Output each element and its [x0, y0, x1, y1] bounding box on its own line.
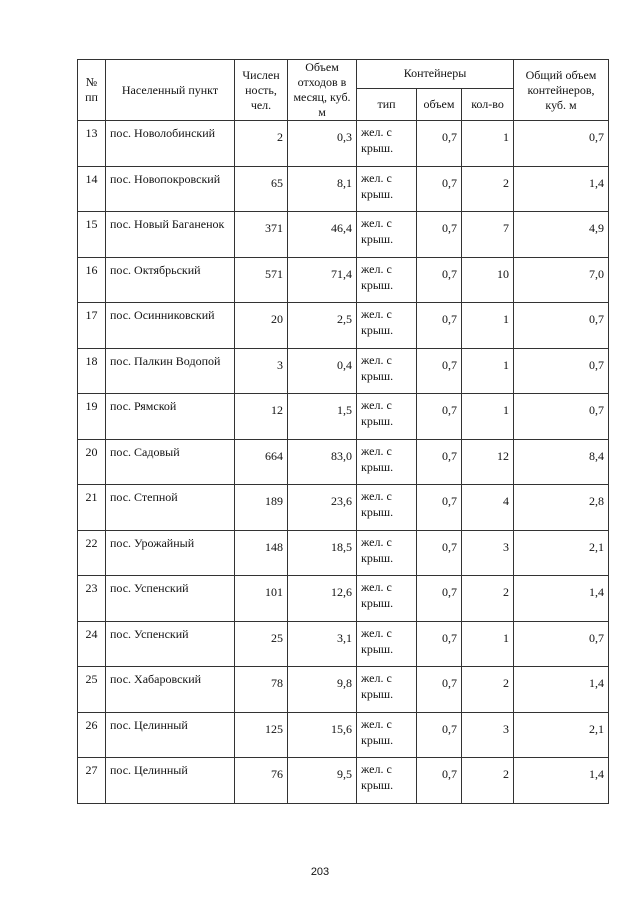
header-containers: Контейнеры	[357, 60, 514, 89]
cell-container-type: жел. с крыш.	[357, 621, 417, 667]
cell-waste-volume: 46,4	[288, 212, 357, 258]
cell-settlement: пос. Успенский	[106, 621, 235, 667]
cell-no: 21	[78, 485, 106, 531]
cell-container-count: 2	[462, 576, 514, 622]
cell-no: 24	[78, 621, 106, 667]
cell-container-count: 1	[462, 303, 514, 349]
cell-container-type: жел. с крыш.	[357, 758, 417, 804]
cell-waste-volume: 9,5	[288, 758, 357, 804]
cell-container-count: 3	[462, 530, 514, 576]
cell-container-count: 1	[462, 121, 514, 167]
cell-no: 15	[78, 212, 106, 258]
cell-settlement: пос. Осинниковский	[106, 303, 235, 349]
header-volume: объем	[417, 88, 462, 120]
cell-total-volume: 0,7	[514, 348, 609, 394]
cell-no: 14	[78, 166, 106, 212]
cell-container-volume: 0,7	[417, 121, 462, 167]
cell-container-volume: 0,7	[417, 667, 462, 713]
cell-no: 25	[78, 667, 106, 713]
cell-waste-volume: 0,4	[288, 348, 357, 394]
cell-no: 26	[78, 712, 106, 758]
cell-waste-volume: 18,5	[288, 530, 357, 576]
cell-total-volume: 1,4	[514, 758, 609, 804]
cell-population: 76	[235, 758, 288, 804]
table-row	[78, 303, 609, 349]
cell-settlement: пос. Целинный	[106, 758, 235, 804]
cell-total-volume: 1,4	[514, 667, 609, 713]
cell-settlement: пос. Рямской	[106, 394, 235, 440]
cell-total-volume: 4,9	[514, 212, 609, 258]
cell-container-volume: 0,7	[417, 712, 462, 758]
cell-waste-volume: 0,3	[288, 121, 357, 167]
table-row	[78, 621, 609, 667]
cell-settlement: пос. Целинный	[106, 712, 235, 758]
cell-waste-volume: 71,4	[288, 257, 357, 303]
cell-container-volume: 0,7	[417, 439, 462, 485]
cell-container-volume: 0,7	[417, 530, 462, 576]
cell-waste-volume: 8,1	[288, 166, 357, 212]
table-row	[78, 530, 609, 576]
cell-container-count: 2	[462, 758, 514, 804]
table-row	[78, 212, 609, 258]
header-no: № пп	[78, 60, 106, 121]
cell-container-count: 12	[462, 439, 514, 485]
cell-settlement: пос. Палкин Водопой	[106, 348, 235, 394]
cell-population: 25	[235, 621, 288, 667]
cell-container-type: жел. с крыш.	[357, 485, 417, 531]
cell-population: 3	[235, 348, 288, 394]
cell-container-volume: 0,7	[417, 257, 462, 303]
cell-waste-volume: 1,5	[288, 394, 357, 440]
header-waste-volume: Объем отходов в месяц, куб. м	[288, 60, 357, 121]
cell-container-type: жел. с крыш.	[357, 212, 417, 258]
header-count: кол-во	[462, 88, 514, 120]
cell-container-count: 1	[462, 348, 514, 394]
cell-settlement: пос. Новолобинский	[106, 121, 235, 167]
cell-waste-volume: 3,1	[288, 621, 357, 667]
cell-waste-volume: 15,6	[288, 712, 357, 758]
cell-container-count: 4	[462, 485, 514, 531]
cell-container-count: 1	[462, 394, 514, 440]
cell-total-volume: 2,1	[514, 530, 609, 576]
cell-container-type: жел. с крыш.	[357, 257, 417, 303]
cell-no: 27	[78, 758, 106, 804]
cell-waste-volume: 2,5	[288, 303, 357, 349]
table-row	[78, 576, 609, 622]
cell-container-volume: 0,7	[417, 621, 462, 667]
cell-settlement: пос. Хабаровский	[106, 667, 235, 713]
cell-no: 17	[78, 303, 106, 349]
cell-container-type: жел. с крыш.	[357, 712, 417, 758]
cell-no: 23	[78, 576, 106, 622]
cell-container-type: жел. с крыш.	[357, 394, 417, 440]
cell-population: 101	[235, 576, 288, 622]
cell-container-type: жел. с крыш.	[357, 303, 417, 349]
cell-waste-volume: 12,6	[288, 576, 357, 622]
cell-total-volume: 1,4	[514, 576, 609, 622]
cell-population: 2	[235, 121, 288, 167]
cell-container-volume: 0,7	[417, 576, 462, 622]
header-type: тип	[357, 88, 417, 120]
cell-total-volume: 0,7	[514, 394, 609, 440]
cell-total-volume: 0,7	[514, 121, 609, 167]
cell-settlement: пос. Степной	[106, 485, 235, 531]
cell-container-count: 7	[462, 212, 514, 258]
table-row	[78, 485, 609, 531]
cell-population: 65	[235, 166, 288, 212]
cell-total-volume: 1,4	[514, 166, 609, 212]
table-row	[78, 394, 609, 440]
cell-waste-volume: 9,8	[288, 667, 357, 713]
cell-container-type: жел. с крыш.	[357, 530, 417, 576]
cell-total-volume: 2,1	[514, 712, 609, 758]
cell-population: 148	[235, 530, 288, 576]
table-row	[78, 667, 609, 713]
cell-no: 22	[78, 530, 106, 576]
cell-total-volume: 0,7	[514, 621, 609, 667]
cell-total-volume: 2,8	[514, 485, 609, 531]
cell-population: 12	[235, 394, 288, 440]
cell-no: 19	[78, 394, 106, 440]
cell-container-volume: 0,7	[417, 348, 462, 394]
header-settlement: Населенный пункт	[106, 60, 235, 121]
table-row	[78, 121, 609, 167]
cell-container-count: 2	[462, 667, 514, 713]
cell-container-count: 3	[462, 712, 514, 758]
cell-container-count: 10	[462, 257, 514, 303]
cell-container-type: жел. с крыш.	[357, 348, 417, 394]
table-row	[78, 257, 609, 303]
waste-containers-table	[77, 59, 609, 804]
cell-waste-volume: 83,0	[288, 439, 357, 485]
cell-total-volume: 8,4	[514, 439, 609, 485]
cell-settlement: пос. Успенский	[106, 576, 235, 622]
cell-container-type: жел. с крыш.	[357, 667, 417, 713]
cell-container-type: жел. с крыш.	[357, 576, 417, 622]
cell-container-volume: 0,7	[417, 212, 462, 258]
page-number: 203	[310, 866, 330, 878]
table-row	[78, 166, 609, 212]
cell-container-count: 1	[462, 621, 514, 667]
cell-settlement: пос. Октябрьский	[106, 257, 235, 303]
cell-settlement: пос. Новопокровский	[106, 166, 235, 212]
cell-settlement: пос. Урожайный	[106, 530, 235, 576]
cell-container-volume: 0,7	[417, 303, 462, 349]
cell-no: 16	[78, 257, 106, 303]
cell-waste-volume: 23,6	[288, 485, 357, 531]
cell-no: 13	[78, 121, 106, 167]
cell-population: 571	[235, 257, 288, 303]
cell-container-volume: 0,7	[417, 394, 462, 440]
cell-total-volume: 7,0	[514, 257, 609, 303]
header-total-volume: Общий объем контейнеров, куб. м	[514, 60, 609, 121]
cell-population: 371	[235, 212, 288, 258]
cell-container-count: 2	[462, 166, 514, 212]
table-row	[78, 712, 609, 758]
table-row	[78, 439, 609, 485]
table-row	[78, 348, 609, 394]
cell-population: 125	[235, 712, 288, 758]
table-row	[78, 758, 609, 804]
cell-container-volume: 0,7	[417, 166, 462, 212]
cell-container-type: жел. с крыш.	[357, 121, 417, 167]
cell-settlement: пос. Садовый	[106, 439, 235, 485]
cell-population: 664	[235, 439, 288, 485]
cell-no: 18	[78, 348, 106, 394]
cell-population: 78	[235, 667, 288, 713]
cell-container-type: жел. с крыш.	[357, 166, 417, 212]
table-body	[78, 121, 609, 804]
cell-container-volume: 0,7	[417, 485, 462, 531]
cell-settlement: пос. Новый Баганенок	[106, 212, 235, 258]
header-population: Числен ность, чел.	[235, 60, 288, 121]
cell-population: 20	[235, 303, 288, 349]
cell-container-volume: 0,7	[417, 758, 462, 804]
cell-container-type: жел. с крыш.	[357, 439, 417, 485]
cell-total-volume: 0,7	[514, 303, 609, 349]
cell-population: 189	[235, 485, 288, 531]
cell-no: 20	[78, 439, 106, 485]
